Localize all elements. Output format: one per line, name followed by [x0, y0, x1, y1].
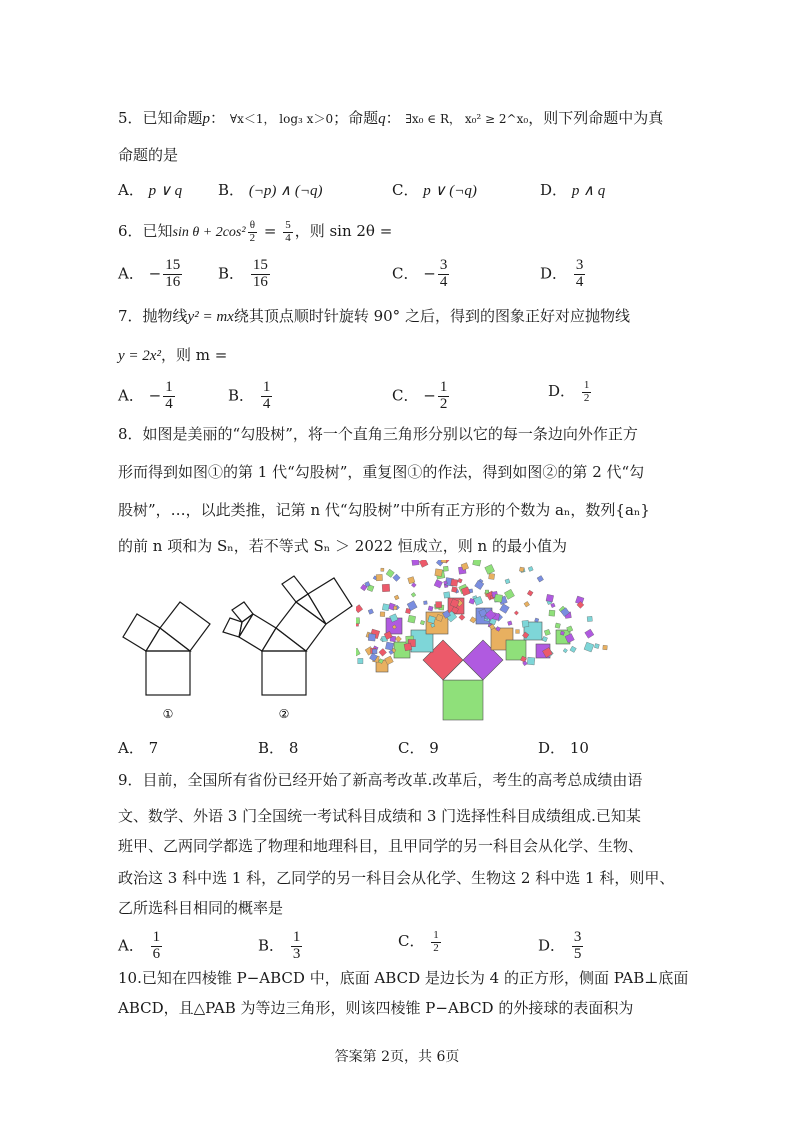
q5-option-b[interactable]: B． (¬p) ∧ (¬q): [218, 181, 323, 199]
tree-leaf: [542, 636, 547, 641]
tree-leaf: [358, 658, 363, 663]
q9-option-b[interactable]: B． $\frac{1}{3}$: [258, 929, 301, 962]
q6-option-b[interactable]: B． $\frac{15}{16}$: [218, 257, 268, 290]
tree-leaf: [555, 623, 560, 628]
q5-option-d[interactable]: D． p ∧ q: [540, 181, 606, 199]
tree-leaf: [356, 618, 360, 624]
tree-leaf: [485, 590, 488, 593]
q7-option-d[interactable]: D． $\frac{1}{2}$: [548, 379, 590, 404]
q5-option-a[interactable]: A． p ∨ q: [118, 181, 183, 199]
fig1-label: ①: [162, 707, 174, 721]
q9-line1: 9．目前，全国所有省份已经开始了新高考改革.改革后，考生的高考总成绩由语: [118, 771, 643, 789]
fig1-left-square: [123, 614, 160, 651]
tree-leaf: [404, 643, 412, 651]
q9-line3: 班甲、乙两同学都选了物理和地理科目，且甲同学的另一科目会从化学、生物、: [118, 837, 644, 855]
q8-option-a[interactable]: A． 7: [118, 739, 159, 757]
q9-line4: 政治这 3 科中选 1 科，乙同学的另一科目会从化学、生物这 2 科中选 1 科，则甲、: [118, 869, 675, 887]
tree-leaf: [393, 606, 397, 610]
tree-leaf: [584, 642, 594, 652]
colorful-pythagoras-tree-image: [356, 560, 656, 725]
tree-leaf: [516, 630, 520, 634]
tree-leaf: [372, 649, 377, 654]
q7-line1: 7．抛物线y² = mx绕其顶点顺时针旋转 90° 之后，得到的图象正好对应抛物线: [118, 307, 630, 325]
tree-leaf: [544, 629, 550, 635]
q5-text-a: 5．已知命题: [118, 109, 203, 127]
q9-option-d[interactable]: D． $\frac{3}{5}$: [538, 929, 582, 962]
tree-leaf: [587, 616, 592, 621]
tree-leaf: [519, 567, 524, 572]
tree-leaf: [411, 583, 416, 588]
tree-leaf: [380, 612, 385, 617]
tree-leaf: [485, 564, 495, 574]
q8-option-d[interactable]: D． 10: [538, 739, 589, 757]
tree-leaf: [412, 560, 420, 565]
fig1-base-square: [146, 651, 190, 695]
q9-line5: 乙所选科目相同的概率是: [118, 899, 284, 917]
tree-leaf: [411, 592, 416, 597]
q6-line: 6．已知sin θ + 2cos² $\frac{\theta}{2}$ = $\frac{5}{4}$ ，则 sin 2θ =: [118, 219, 393, 244]
tree-leaf: [546, 594, 554, 602]
tree-leaf: [560, 631, 564, 635]
fig1-right-square: [160, 602, 210, 651]
q8-line2: 形而得到如图①的第 1 代“勾股树”，重复图①的作法，得到如图②的第 2 代“勾: [118, 463, 645, 481]
tree-leaf: [500, 604, 510, 614]
tree-trunk-square: [443, 680, 483, 720]
q5-option-c[interactable]: C． p ∨ (¬q): [392, 181, 477, 199]
tree-leaf: [451, 579, 458, 586]
tree-leaf: [428, 606, 433, 611]
q8-option-c[interactable]: C． 9: [398, 739, 439, 757]
tree-leaf: [424, 601, 428, 605]
tree-leaf: [524, 601, 530, 607]
q5-text-b: ：: [210, 109, 226, 127]
q5-p: p: [202, 111, 211, 127]
tree-leaf: [382, 604, 389, 611]
tree-leaf: [514, 611, 518, 615]
q10-line1: 10.已知在四棱锥 P−ABCD 中，底面 ABCD 是边长为 4 的正方形，侧面 PAB⊥底面: [118, 969, 689, 987]
fig2-right-square: [276, 602, 326, 651]
tree-leaf: [522, 620, 529, 627]
q9-option-c[interactable]: C． $\frac{1}{2}$: [398, 929, 439, 954]
tree-leaf: [381, 568, 384, 571]
q5-cond-p: ∀x＜1， log₃ x＞0: [229, 112, 334, 126]
tree-leaf: [434, 580, 443, 589]
q7-line2: y = 2x²，则 m =: [118, 346, 228, 364]
tree-leaf: [527, 590, 533, 596]
tree-leaf: [527, 657, 535, 665]
tree-leaf: [563, 648, 567, 652]
tree-leaf: [594, 644, 599, 649]
tree-leaf: [435, 569, 443, 577]
tree-leaf: [494, 594, 502, 602]
tree-leaf: [356, 605, 363, 613]
q8-line4: 的前 n 项和为 Sₙ，若不等式 Sₙ ＞ 2022 恒成立，则 n 的最小值为: [118, 537, 567, 555]
tree-leaf: [408, 615, 416, 623]
fig2-right-square-a: [282, 576, 308, 602]
tree-leaf: [419, 560, 428, 567]
tree-leaf: [570, 646, 576, 652]
pythagoras-tree-gen2-figure: [212, 566, 362, 726]
tree-leaf: [386, 569, 394, 577]
q10-line2: ABCD，且△PAB 为等边三角形，则该四棱锥 P−ABCD 的外接球的表面积为: [118, 999, 634, 1017]
q5-q: q: [378, 111, 386, 127]
tree-leaf: [585, 629, 594, 638]
tree-leaf: [368, 609, 374, 615]
q9-option-a[interactable]: A． $\frac{1}{6}$: [118, 929, 161, 962]
q5-line2: 命题的是: [118, 146, 179, 164]
fig2-right-square-b: [308, 578, 352, 624]
tree-leaf: [395, 636, 401, 642]
q7-option-c[interactable]: C． − $\frac{1}{2}$: [392, 379, 448, 412]
tree-leaf: [549, 610, 555, 616]
tree-leaf: [508, 621, 513, 626]
tree-leaf: [473, 560, 482, 566]
q6-theta-frac: $\frac{\theta}{2}$: [249, 219, 256, 244]
q9-line2: 文、数学、外语 3 门全国统一考试科目成绩和 3 门选择性科目成绩组成.已知某: [118, 807, 641, 825]
q8-line1: 8．如图是美丽的“勾股树”，将一个直角三角形分别以它的每一条边向外作正方: [118, 425, 638, 443]
fig2-left-square-a: [223, 618, 242, 637]
q8-line3: 股树”，…，以此类推，记第 n 代“勾股树”中所有正方形的个数为 aₙ，数列{aₙ}: [118, 501, 650, 519]
tree-leaf: [420, 620, 424, 624]
tree-leaf: [444, 592, 450, 598]
page-footer: 答案第 2页，共 6页: [334, 1049, 460, 1065]
q5-text-e: ，则下列命题中为真: [528, 109, 664, 127]
tree-leaf: [443, 566, 448, 571]
q6-option-a[interactable]: A． − $\frac{15}{16}$: [118, 257, 181, 290]
tree-leaf: [528, 566, 533, 571]
tree-leaf: [489, 573, 495, 579]
tree-leaf: [505, 579, 510, 584]
q7-option-b[interactable]: B． $\frac{1}{4}$: [228, 379, 271, 412]
q6-rhs-frac: $\frac{5}{4}$: [285, 219, 291, 244]
q7-option-a[interactable]: A． − $\frac{1}{4}$: [118, 379, 173, 412]
tree-leaf: [379, 648, 387, 656]
q5-text-d: ：: [385, 109, 401, 127]
tree-leaf: [394, 595, 399, 600]
q8-option-b[interactable]: B． 8: [258, 739, 299, 757]
tree-leaf: [436, 602, 442, 608]
tree-leaf: [356, 648, 360, 657]
q5-cond-q: ∃x₀ ∈ R， x₀² ≥ 2^x₀: [405, 112, 529, 126]
tree-leaf: [382, 584, 390, 592]
pythagoras-tree-gen1-figure: [112, 566, 212, 726]
tree-leaf: [368, 634, 375, 641]
tree-leaf: [537, 576, 544, 583]
tree-leaf: [393, 574, 400, 581]
tree-leaf: [459, 614, 465, 620]
fig2-label: ②: [278, 707, 290, 721]
fig2-base-square: [262, 651, 306, 695]
tree-leaf: [603, 645, 608, 650]
q6-option-c[interactable]: C． − $\frac{3}{4}$: [392, 257, 448, 290]
tree-leaf: [376, 574, 383, 581]
tree-leaf: [470, 617, 476, 623]
tree-leaf: [458, 578, 463, 583]
q5-line1: [118, 108, 663, 129]
tree-leaf: [551, 603, 556, 608]
tree-leaf: [385, 642, 393, 650]
tree-leaf: [451, 587, 457, 593]
q6-option-d[interactable]: D． $\frac{3}{4}$: [540, 257, 584, 290]
tree-leaf: [535, 618, 539, 622]
q5-text-c: ；命题: [333, 109, 379, 127]
